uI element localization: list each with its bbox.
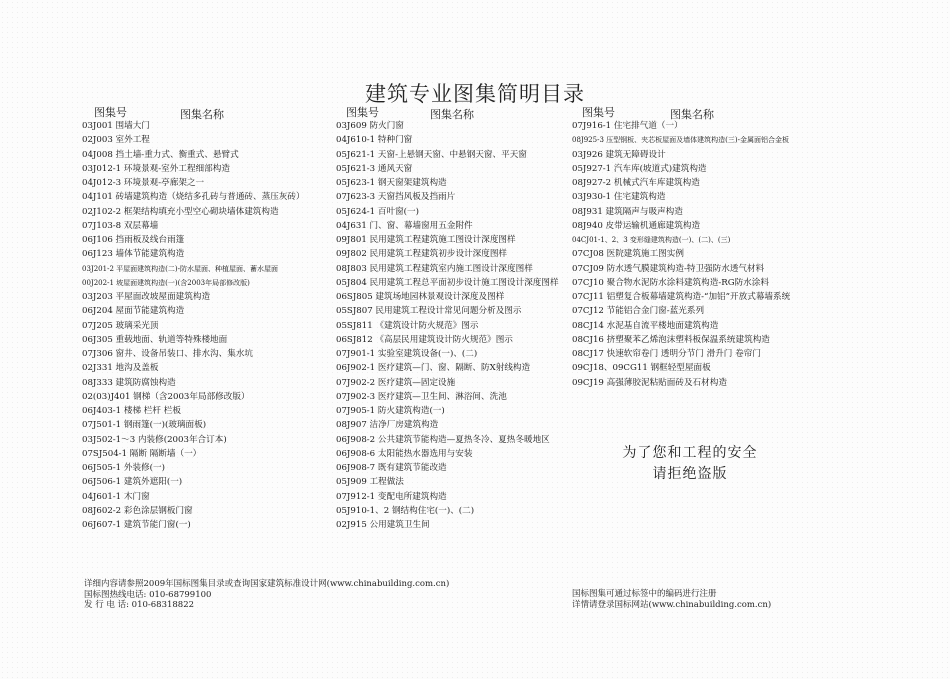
catalog-entry: 02J331 地沟及盖板 xyxy=(82,363,159,374)
catalog-entry: 02J102-2 框架结构填充小型空心砌块墙体建筑构造 xyxy=(82,206,279,217)
catalog-entry: 05J927-1 汽车库(坡道式)建筑构造 xyxy=(572,163,707,174)
catalog-entry: 03J502-1～3 内装修(2003年合订本) xyxy=(82,434,227,445)
catalog-column-3 xyxy=(572,104,872,390)
slogan-line-2: 请拒绝盗版 xyxy=(652,466,728,482)
header-name: 图集名称 xyxy=(670,108,714,121)
catalog-entry: 05J624-1 百叶窗(一) xyxy=(336,206,419,217)
catalog-entry: 03J203 平屋面改坡屋面建筑构造 xyxy=(82,292,211,302)
catalog-entry: 04J601-1 木门窗 xyxy=(82,491,150,502)
catalog-entry: 09J801 民用建筑工程建筑施工图设计深度图样 xyxy=(336,235,516,245)
catalog-entry: 03J001 围墙大门 xyxy=(82,121,150,131)
catalog-column-2 xyxy=(336,104,576,532)
catalog-entry: 06J204 屋面节能建筑构造 xyxy=(82,306,185,317)
catalog-entry: 03J926 建筑无障碍设计 xyxy=(572,149,666,160)
catalog-column-1 xyxy=(82,104,322,532)
catalog-entry: 07J501-1 钢雨篷(一)(玻璃面板) xyxy=(82,420,207,431)
catalog-entry: 06J123 墙体节能建筑构造 xyxy=(82,249,185,260)
column-header xyxy=(572,104,872,119)
catalog-entry: 08J333 建筑防腐蚀构造 xyxy=(82,377,176,388)
catalog-entry: 04J008 挡土墙-重力式、衡重式、悬臂式 xyxy=(82,149,239,160)
catalog-entry: 09J802 民用建筑工程建筑初步设计深度图样 xyxy=(336,249,508,260)
catalog-entry: 07J902-3 医疗建筑—卫生间、淋浴间、洗池 xyxy=(336,391,507,402)
catalog-entry: 05J910-1、2 钢结构住宅(一)、(二) xyxy=(336,505,475,516)
catalog-list xyxy=(336,119,576,532)
catalog-entry: 05SJ811 《建筑设计防火规范》图示 xyxy=(336,320,479,331)
catalog-entry: 04J012-3 环境景观-亭廊架之一 xyxy=(82,178,205,188)
footer-website-line: 详情请登录国标网站(www.chinabuilding.com.cn) xyxy=(572,599,772,610)
catalog-entry: 03J930-1 住宅建筑构造 xyxy=(572,192,666,203)
catalog-entry: 07J905-1 防火建筑构造(一) xyxy=(336,406,445,416)
catalog-entry: 02J915 公用建筑卫生间 xyxy=(336,520,430,530)
catalog-entry: 04J610-1 特种门窗 xyxy=(336,135,413,146)
catalog-entry: 08CJ17 快速软帘卷门 透明分节门 滑升门 卷帘门 xyxy=(572,349,761,359)
header-number: 图集号 xyxy=(346,106,379,119)
catalog-entry: 08J931 建筑隔声与吸声构造 xyxy=(572,206,683,217)
catalog-entry: 05J623-1 钢天窗架建筑构造 xyxy=(336,178,447,188)
catalog-entry: 08J602-2 彩色涂层钢板门窗 xyxy=(82,505,193,516)
footer-registration xyxy=(572,589,771,610)
header-number: 图集号 xyxy=(582,106,615,119)
catalog-entry: 05J621-3 通风天窗 xyxy=(336,163,413,174)
catalog-entry: 07CJ12 节能铝合金门窗-蓝光系列 xyxy=(572,306,705,317)
catalog-entry: 07J103-8 双层幕墙 xyxy=(82,220,159,231)
catalog-entry: 04J101 砖墙建筑构造（烧结多孔砖与普通砖、蒸压灰砖） xyxy=(82,192,305,203)
catalog-entry: 06J607-1 建筑节能门窗(一) xyxy=(82,520,191,530)
catalog-entry: 05SJ807 民用建筑工程设计常见问题分析及图示 xyxy=(336,306,522,317)
catalog-entry: 08J940 皮带运输机通廊建筑构造 xyxy=(572,220,701,231)
column-header xyxy=(336,104,576,119)
catalog-entry: 08J907 洁净厂房建筑构造 xyxy=(336,420,439,431)
catalog-entry: 04J631 门、窗、幕墙窗用五金附件 xyxy=(336,220,473,231)
catalog-list xyxy=(572,119,872,390)
catalog-entry: 05J804 民用建筑工程总平面初步设计施工图设计深度图样 xyxy=(336,277,559,288)
footer-registration-line: 国标图集可通过标签中的编码进行注册 xyxy=(572,589,717,599)
footer-contact xyxy=(84,579,449,611)
catalog-entry: 06J506-1 建筑外遮阳(一) xyxy=(82,477,183,488)
catalog-entry: 00J202-1 坡屋面建筑构造(一)(含2003年局部修改版) xyxy=(82,278,250,287)
catalog-entry: 07CJ08 医院建筑施工图实例 xyxy=(572,249,684,260)
page-title: 建筑专业图集简明目录 xyxy=(365,82,585,106)
catalog-entry: 06J305 重载地面、轨道等特殊楼地面 xyxy=(82,334,228,345)
catalog-entry: 06J902-1 医疗建筑—门、窗、隔断、防X射线构造 xyxy=(336,363,531,374)
catalog-entry: 03J201-2 平屋面建筑构造(二)-防水屋面、种植屋面、蓄水屋面 xyxy=(82,264,278,273)
header-name: 图集名称 xyxy=(180,108,224,121)
catalog-entry: 04CJ01-1、2、3 变形缝建筑构造(一)、(二)、(三) xyxy=(572,236,731,244)
catalog-entry: 07J916-1 住宅排气道（一） xyxy=(572,121,683,131)
catalog-entry: 09CJ19 高强薄胶泥粘贴面砖及石材构造 xyxy=(572,377,727,388)
catalog-entry: 07J623-3 天窗挡风板及挡雨片 xyxy=(336,192,456,203)
header-number: 图集号 xyxy=(94,106,127,119)
footer-reference-line: 详细内容请参照2009年国标图集目录或查询国家建筑标准设计网(www.chinabuilding.com.cn) xyxy=(84,579,450,589)
catalog-entry: 07J912-1 变配电所建筑构造 xyxy=(336,491,447,502)
catalog-entry: 08CJ14 水泥基自流平楼地面建筑构造 xyxy=(572,320,719,331)
catalog-entry: 07J205 玻璃采光顶 xyxy=(82,320,159,331)
catalog-entry: 06J505-1 外装修(一) xyxy=(82,463,165,473)
catalog-entry: 07J306 窗井、设备吊装口、排水沟、集水坑 xyxy=(82,349,254,359)
catalog-entry: 07CJ10 聚合物水泥防水涂料建筑构造-RG防水涂料 xyxy=(572,277,769,288)
catalog-entry: 02(03)J401 钢梯（含2003年局部修改版） xyxy=(82,391,250,402)
catalog-list xyxy=(82,119,322,532)
catalog-entry: 07CJ11 铝塑复合板幕墙建筑构造-“加铝”开放式幕墙系统 xyxy=(572,292,791,302)
catalog-entry: 03J012-1 环境景观-室外工程细部构造 xyxy=(82,163,230,174)
catalog-entry: 07J901-1 实验室建筑设备(一)、(二) xyxy=(336,349,478,359)
column-header xyxy=(82,104,322,119)
catalog-entry: 06J908-7 既有建筑节能改造 xyxy=(336,463,447,473)
catalog-entry: 08J927-2 机械式汽车库建筑构造 xyxy=(572,178,700,188)
catalog-entry: 05J621-1 天窗-上悬钢天窗、中悬钢天窗、平天窗 xyxy=(336,149,527,160)
catalog-entry: 08CJ16 挤塑聚苯乙烯泡沫塑料板保温系统建筑构造 xyxy=(572,334,770,345)
catalog-entry: 08J803 民用建筑工程建筑室内施工图设计深度图样 xyxy=(336,263,533,274)
catalog-entry: 06J106 挡雨板及线台雨篷 xyxy=(82,235,185,245)
catalog-entry: 06J908-6 太阳能热水器选用与安装 xyxy=(336,448,473,459)
catalog-entry: 07CJ09 防水透气膜建筑构造-特卫强防水透气材料 xyxy=(572,263,765,274)
footer-distribution-phone: 发 行 电 话: 010-68318822 xyxy=(84,600,195,610)
catalog-entry: 06J403-1 楼梯 栏杆 栏板 xyxy=(82,406,181,416)
catalog-entry: 06SJ812 《高层民用建筑设计防火规范》图示 xyxy=(336,334,513,345)
catalog-entry: 09CJ18、09CG11 钢框轻型屋面板 xyxy=(572,363,711,374)
header-name: 图集名称 xyxy=(430,108,474,121)
anti-piracy-slogan xyxy=(590,443,790,485)
catalog-entry: 08J925-3 压型钢板、夹芯板屋面及墙体建筑构造(三)-金属面铝合金板 xyxy=(572,136,789,145)
footer-hotline: 国标图热线电话: 010-68799100 xyxy=(84,589,212,600)
slogan-line-1: 为了您和工程的安全 xyxy=(622,445,758,461)
catalog-entry: 05J909 工程做法 xyxy=(336,477,404,488)
catalog-entry: 06J908-2 公共建筑节能构造—夏热冬冷、夏热冬暖地区 xyxy=(336,434,550,445)
catalog-entry: 02J003 室外工程 xyxy=(82,135,150,146)
catalog-entry: 07J902-2 医疗建筑—固定设施 xyxy=(336,377,456,388)
catalog-entry: 07SJ504-1 隔断 隔断墙（一） xyxy=(82,448,202,459)
catalog-entry: 06SJ805 建筑场地园林景观设计深度及图样 xyxy=(336,292,505,302)
catalog-entry: 03J609 防火门窗 xyxy=(336,121,404,131)
